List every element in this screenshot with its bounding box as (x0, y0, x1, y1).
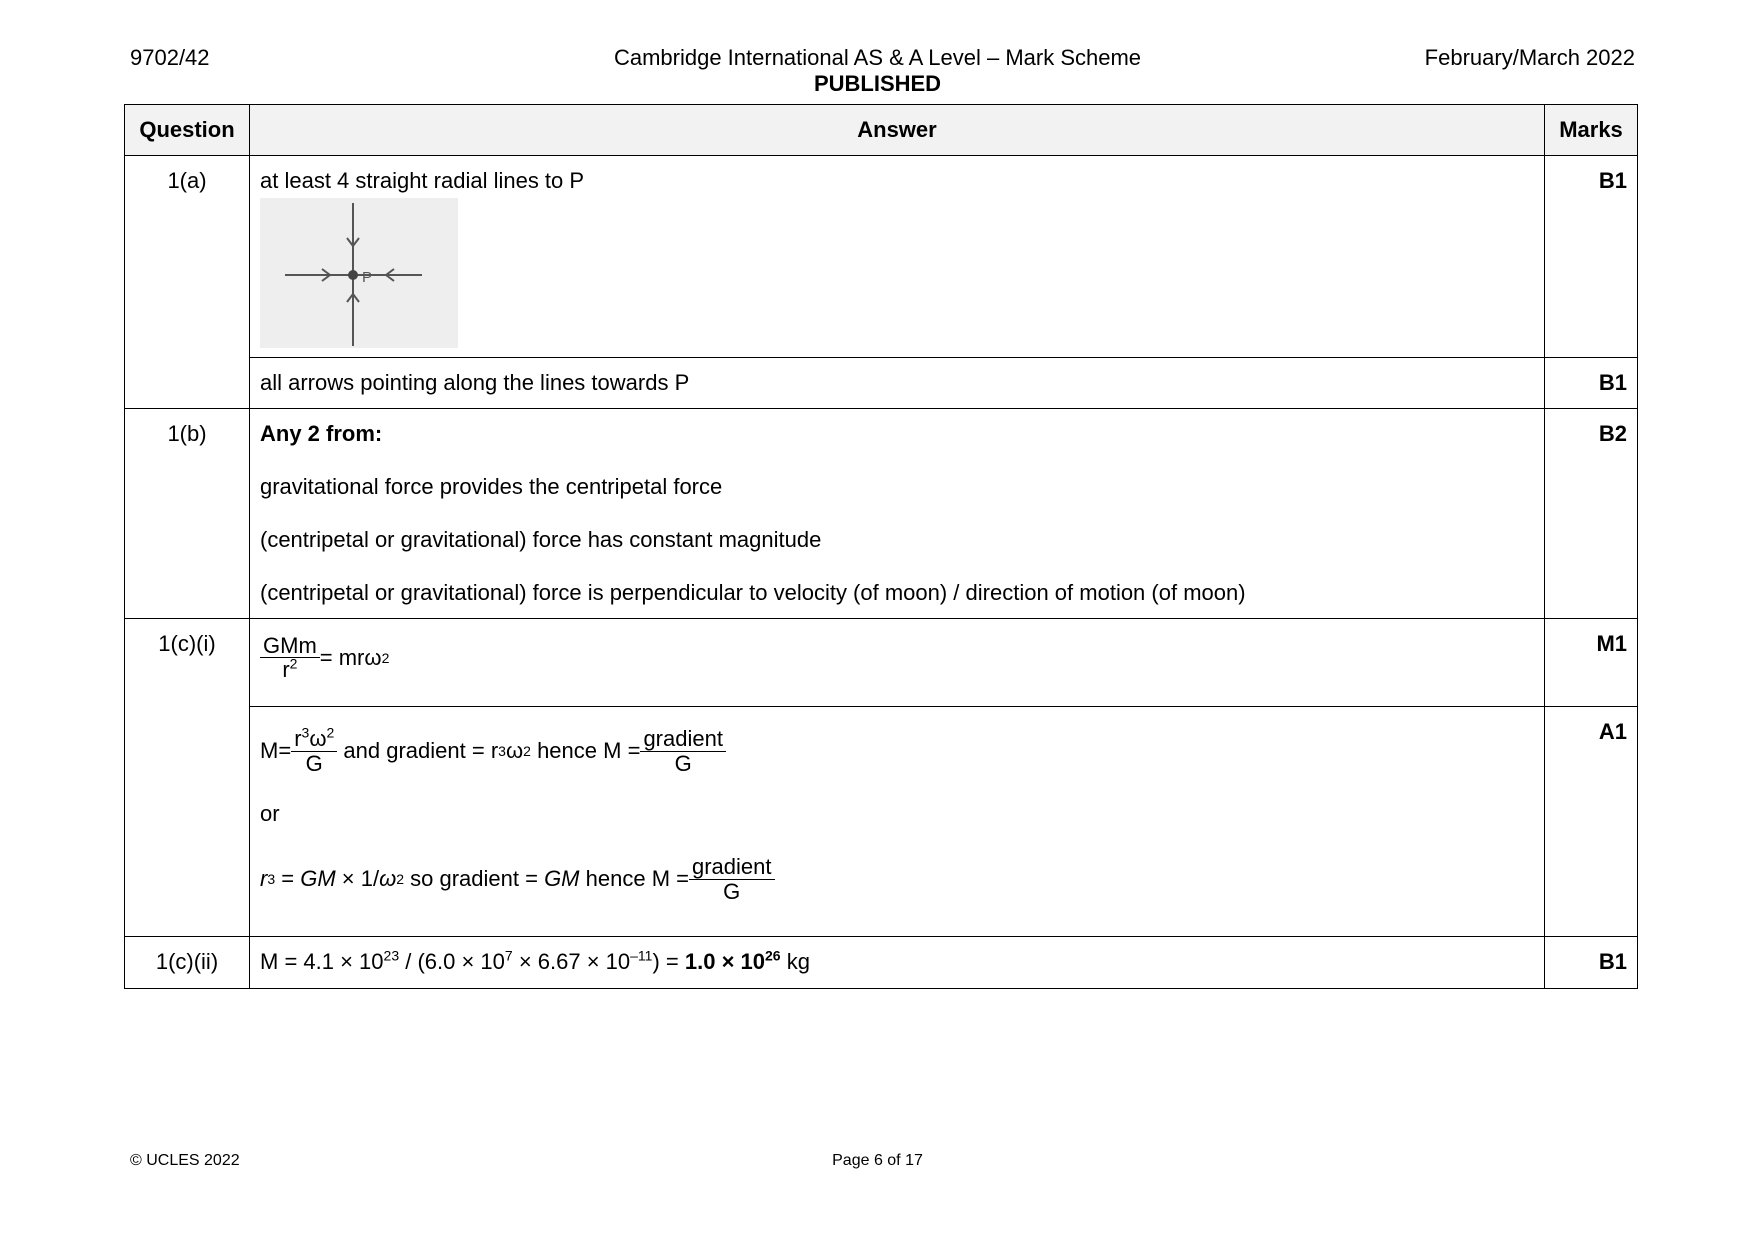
answer-cell (250, 156, 1545, 358)
answer-cell (250, 937, 1545, 989)
equation-text: M= (260, 738, 292, 763)
equation-text: M = (603, 738, 641, 763)
equation-text: GM (544, 866, 580, 891)
point-p-label: P (362, 269, 373, 286)
fraction (291, 727, 337, 774)
numerator: GMm (260, 634, 320, 658)
fraction (640, 727, 726, 774)
answer-text: all arrows pointing along the lines towards P (260, 370, 690, 395)
fraction (260, 634, 320, 681)
numerator-omega: ω (309, 726, 327, 752)
calc-part: / (6.0 × 10 (399, 949, 505, 974)
mark-value: B1 (1545, 156, 1638, 358)
denominator-text: r (282, 657, 290, 683)
calc-part: × 6.67 × 10 (512, 949, 631, 974)
copyright: © UCLES 2022 (130, 1152, 240, 1169)
paper-code: 9702/42 (130, 45, 210, 70)
table-row (125, 707, 1638, 937)
answer-point: gravitational force provides the centripetal force (260, 474, 723, 499)
answer-text: at least 4 straight radial lines to P (260, 168, 585, 193)
equation-text: = (275, 866, 301, 891)
final-answer: 1.0 × 10 (684, 949, 766, 974)
numerator: $r^3\omega^2$ (291, 727, 337, 751)
question-column-header: Question (125, 105, 250, 156)
numerator: gradient (640, 727, 726, 751)
calculation-text (260, 949, 1534, 975)
answer-cell (250, 358, 1545, 409)
numerator-r: r (294, 726, 302, 752)
equation-text: r (490, 738, 499, 763)
question-number: 1(a) (125, 156, 250, 409)
table-row (125, 409, 1638, 619)
field-lines-figure (260, 198, 458, 348)
field-lines-diagram (260, 198, 458, 348)
exam-session: February/March 2022 (1424, 45, 1635, 70)
numerator: gradient (689, 855, 775, 879)
equation-text: ω (379, 866, 397, 891)
denominator: G (674, 750, 692, 776)
equation-text: and gradient = (343, 738, 485, 763)
answer-cell (250, 409, 1545, 619)
equation-alternative: r 3 = GM × 1/ ω 2 so gradient = GM hence M = $\frac{\text{gradient}}{G}$ (260, 851, 775, 907)
calc-part: M = 4.1 × 10 (260, 949, 384, 974)
answer-point: (centripetal or gravitational) force is perpendicular to velocity (of moon) / direction of motion (of moon) (260, 580, 1246, 605)
answer-cell (250, 619, 1545, 707)
equation-text: × 1/ (335, 866, 380, 891)
exponent: 7 (504, 947, 513, 964)
mark-value: B1 (1545, 937, 1638, 989)
page-number: Page 6 of 17 (832, 1152, 923, 1169)
answer-column-header: Answer (250, 105, 1545, 156)
exponent: –11 (630, 947, 653, 964)
mark-value: A1 (1545, 707, 1638, 937)
equation-text: r (260, 866, 268, 891)
mark-value: B2 (1545, 409, 1638, 619)
equation-mass-gradient: M= $\frac{r^3\omega^2}{G}$ and gradient = r 3 ω 2 hence M = $\frac{\text{gradient}}{G}$ (260, 723, 726, 779)
table-row (125, 358, 1638, 409)
question-number: 1(c)(i) (125, 619, 250, 937)
denominator: G (305, 750, 323, 776)
table-row (125, 156, 1638, 358)
equation-circular-orbit: $\frac{\text{GMm}}{r^2}$ = mrω 2 (260, 634, 389, 681)
equation-text: hence (537, 738, 598, 763)
answer-cell (250, 707, 1545, 937)
table-row (125, 937, 1638, 989)
mark-value: M1 (1545, 619, 1638, 707)
unit: kg (780, 949, 810, 974)
equation-text: M = (651, 866, 689, 891)
equation-text: GM (300, 866, 336, 891)
question-number: 1(b) (125, 409, 250, 619)
answer-point: (centripetal or gravitational) force has constant magnitude (260, 527, 822, 552)
marks-column-header: Marks (1545, 105, 1638, 156)
or-text: or (260, 801, 280, 826)
title-text: Cambridge International AS & A Level – Mark Scheme (613, 45, 1142, 70)
exponent: 23 (383, 947, 400, 964)
denominator: $r^2$ (282, 655, 298, 683)
denominator: G (723, 878, 741, 904)
table-header-row (125, 105, 1638, 156)
equation-text: hence (579, 866, 652, 891)
calc-part: ) = (652, 949, 685, 974)
question-number: 1(c)(ii) (125, 937, 250, 989)
published-label: PUBLISHED (813, 71, 942, 96)
equation-text: so gradient = (404, 866, 545, 891)
fraction (689, 855, 775, 902)
answer-intro: Any 2 from: (260, 421, 383, 446)
mark-value: B1 (1545, 358, 1638, 409)
exponent: 26 (765, 947, 781, 964)
equation-text: ω (505, 738, 524, 763)
equation-rhs: = mrω (319, 644, 382, 670)
table-row (125, 619, 1638, 707)
mark-scheme-table (124, 104, 1638, 989)
